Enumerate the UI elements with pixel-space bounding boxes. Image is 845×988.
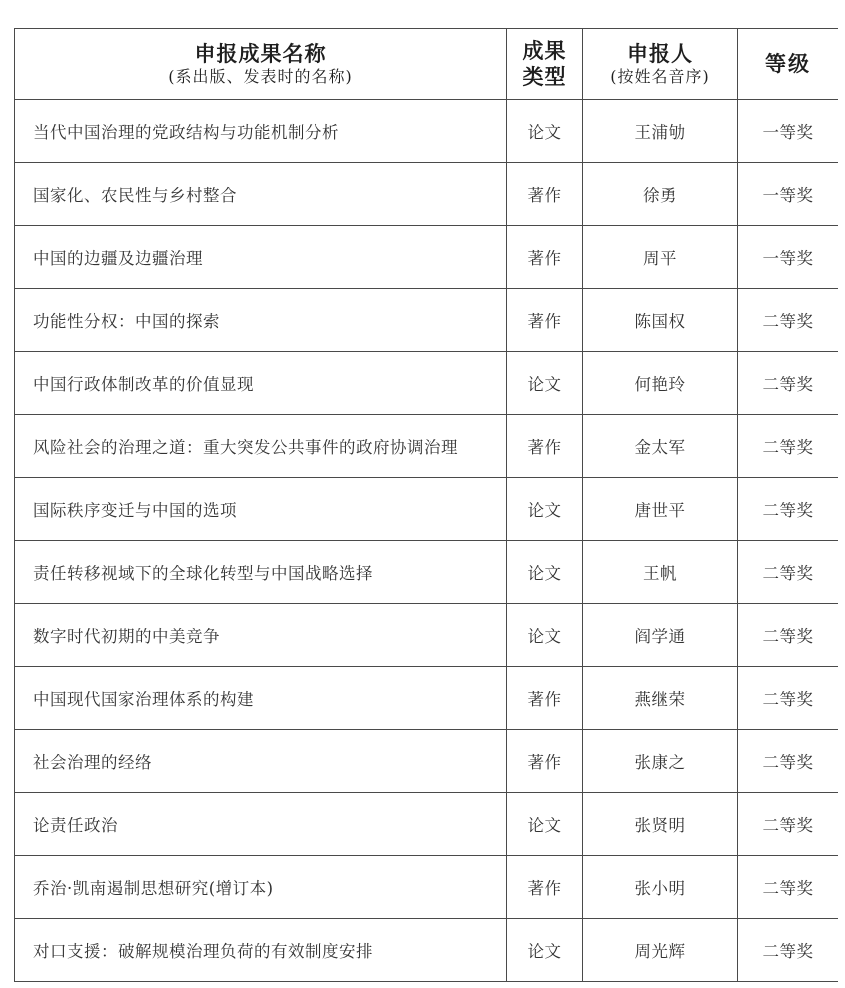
row-title: 中国现代国家治理体系的构建 bbox=[15, 667, 507, 730]
row-title: 国际秩序变迁与中国的选项 bbox=[15, 478, 507, 541]
row-grade: 二等奖 bbox=[738, 730, 839, 793]
row-title: 责任转移视域下的全球化转型与中国战略选择 bbox=[15, 541, 507, 604]
row-applicant: 陈国权 bbox=[583, 289, 738, 352]
header-type-line1: 成果 bbox=[522, 37, 567, 63]
row-title: 风险社会的治理之道：重大突发公共事件的政府协调治理 bbox=[15, 415, 507, 478]
header-title-main: 申报成果名称 bbox=[194, 40, 327, 66]
row-grade: 二等奖 bbox=[738, 352, 839, 415]
row-title: 数字时代初期的中美竞争 bbox=[15, 604, 507, 667]
row-title: 国家化、农民性与乡村整合 bbox=[15, 163, 507, 226]
row-type: 著作 bbox=[507, 730, 583, 793]
row-type: 论文 bbox=[507, 352, 583, 415]
table-row bbox=[15, 541, 839, 604]
table-row bbox=[15, 352, 839, 415]
row-title: 功能性分权：中国的探索 bbox=[15, 289, 507, 352]
row-grade: 二等奖 bbox=[738, 667, 839, 730]
table-row bbox=[15, 793, 839, 856]
header-applicant-column bbox=[583, 29, 738, 100]
row-title: 当代中国治理的党政结构与功能机制分析 bbox=[15, 100, 507, 163]
table-row bbox=[15, 667, 839, 730]
row-applicant: 周平 bbox=[583, 226, 738, 289]
table-row bbox=[15, 226, 839, 289]
row-title: 社会治理的经络 bbox=[15, 730, 507, 793]
row-applicant: 张贤明 bbox=[583, 793, 738, 856]
row-type: 著作 bbox=[507, 415, 583, 478]
row-applicant: 何艳玲 bbox=[583, 352, 738, 415]
row-grade: 二等奖 bbox=[738, 856, 839, 919]
table-row bbox=[15, 730, 839, 793]
row-grade: 二等奖 bbox=[738, 478, 839, 541]
row-title: 论责任政治 bbox=[15, 793, 507, 856]
row-grade: 二等奖 bbox=[738, 415, 839, 478]
header-applicant-main: 申报人 bbox=[627, 40, 693, 66]
row-applicant: 徐勇 bbox=[583, 163, 738, 226]
row-applicant: 张康之 bbox=[583, 730, 738, 793]
row-applicant: 唐世平 bbox=[583, 478, 738, 541]
table-row bbox=[15, 415, 839, 478]
row-type: 著作 bbox=[507, 226, 583, 289]
row-applicant: 王帆 bbox=[583, 541, 738, 604]
row-grade: 二等奖 bbox=[738, 793, 839, 856]
row-grade: 二等奖 bbox=[738, 541, 839, 604]
awards-table bbox=[14, 28, 838, 982]
row-title: 对口支援：破解规模治理负荷的有效制度安排 bbox=[15, 919, 507, 982]
row-type: 著作 bbox=[507, 163, 583, 226]
row-title: 中国行政体制改革的价值显现 bbox=[15, 352, 507, 415]
row-title: 乔治·凯南遏制思想研究(增订本) bbox=[15, 856, 507, 919]
header-title-sub: (系出版、发表时的名称) bbox=[168, 67, 353, 87]
header-type-column bbox=[507, 29, 583, 100]
row-applicant: 周光辉 bbox=[583, 919, 738, 982]
row-applicant: 阎学通 bbox=[583, 604, 738, 667]
row-applicant: 张小明 bbox=[583, 856, 738, 919]
row-type: 著作 bbox=[507, 289, 583, 352]
row-grade: 一等奖 bbox=[738, 163, 839, 226]
document-page bbox=[14, 28, 838, 988]
row-applicant: 燕继荣 bbox=[583, 667, 738, 730]
table-header-row bbox=[15, 29, 839, 100]
row-title: 中国的边疆及边疆治理 bbox=[15, 226, 507, 289]
row-type: 论文 bbox=[507, 919, 583, 982]
row-grade: 二等奖 bbox=[738, 604, 839, 667]
row-type: 论文 bbox=[507, 793, 583, 856]
table-row bbox=[15, 856, 839, 919]
row-type: 论文 bbox=[507, 100, 583, 163]
table-row bbox=[15, 478, 839, 541]
row-type: 论文 bbox=[507, 541, 583, 604]
row-type: 著作 bbox=[507, 856, 583, 919]
header-grade: 等级 bbox=[765, 50, 811, 76]
header-type-line2: 类型 bbox=[522, 64, 567, 89]
table-row bbox=[15, 604, 839, 667]
row-grade: 一等奖 bbox=[738, 226, 839, 289]
row-applicant: 金太军 bbox=[583, 415, 738, 478]
table-row bbox=[15, 289, 839, 352]
header-applicant-sub: (按姓名音序) bbox=[610, 67, 710, 87]
row-grade: 二等奖 bbox=[738, 919, 839, 982]
row-type: 论文 bbox=[507, 604, 583, 667]
table-row bbox=[15, 163, 839, 226]
row-applicant: 王浦劬 bbox=[583, 100, 738, 163]
header-grade-column bbox=[738, 29, 839, 100]
row-type: 著作 bbox=[507, 667, 583, 730]
row-grade: 二等奖 bbox=[738, 289, 839, 352]
header-title-column bbox=[15, 29, 507, 100]
row-type: 论文 bbox=[507, 478, 583, 541]
table-row bbox=[15, 919, 839, 982]
row-grade: 一等奖 bbox=[738, 100, 839, 163]
table-row bbox=[15, 100, 839, 163]
